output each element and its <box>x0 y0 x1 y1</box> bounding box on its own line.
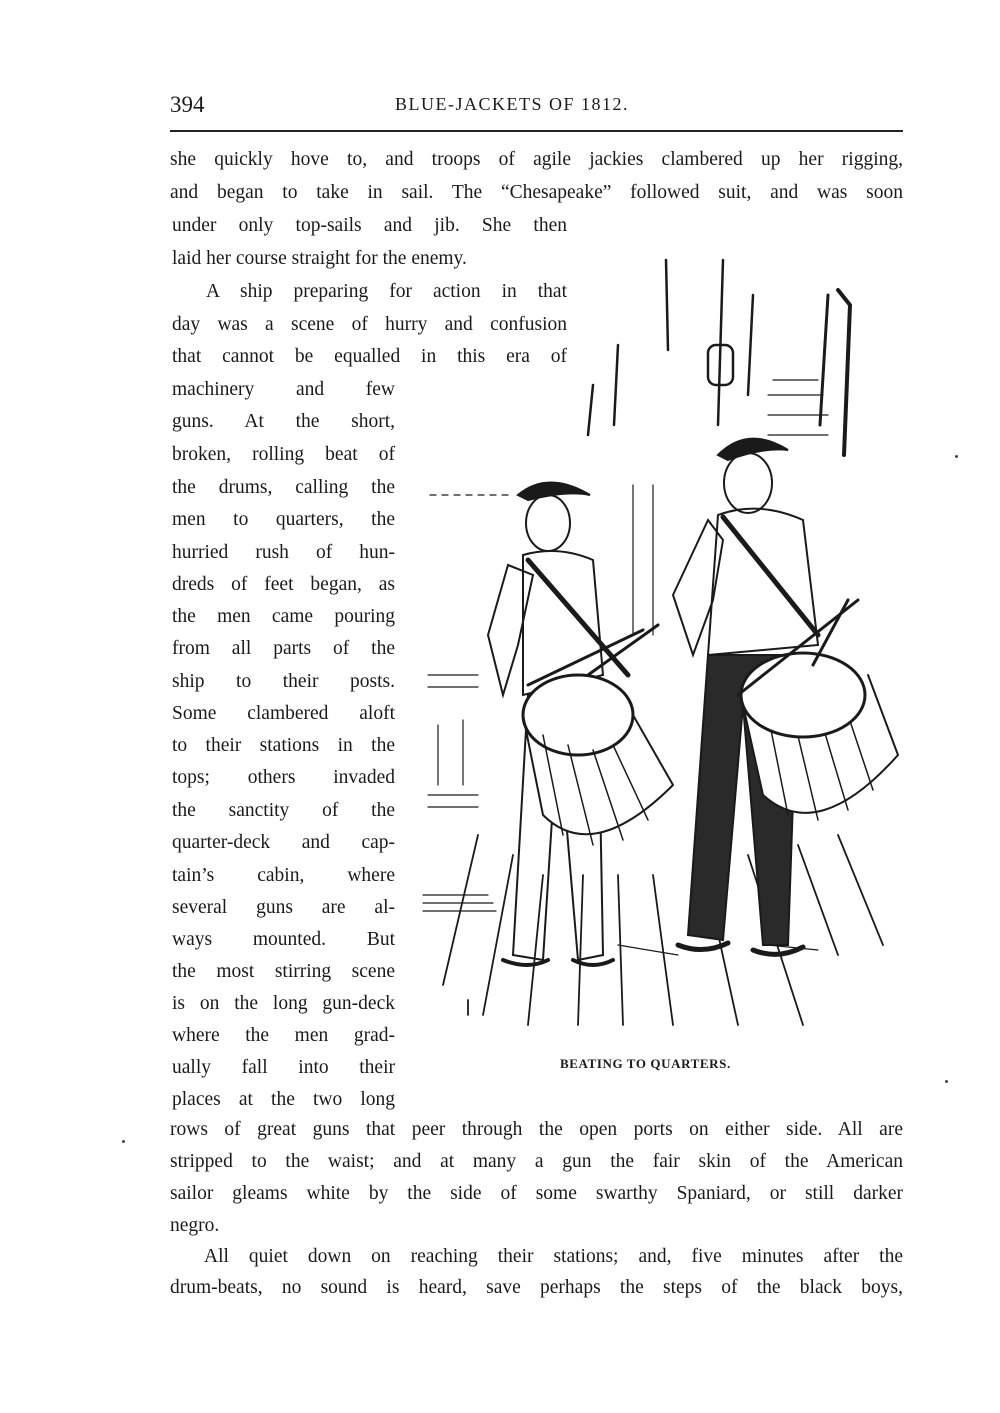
figure-caption: BEATING TO QUARTERS. <box>560 1056 731 1071</box>
body-line: stripped to the waist; and at many a gun the fair skin of the American <box>170 1151 903 1172</box>
header-rule <box>170 130 903 132</box>
body-line: where the men grad- <box>172 1025 395 1046</box>
drummer-boys-illustration <box>418 255 908 1055</box>
body-line: negro. <box>170 1215 220 1236</box>
scan-speck <box>955 455 958 458</box>
body-line: ually fall into their <box>172 1057 395 1078</box>
body-line: All quiet down on reaching their stations; and, five minutes after the <box>204 1246 903 1267</box>
body-line: men to quarters, the <box>172 509 395 530</box>
body-line: drum-beats, no sound is heard, save perhaps the steps of the black boys, <box>170 1277 903 1298</box>
scan-speck <box>945 1080 948 1083</box>
body-line: sailor gleams white by the side of some swarthy Spaniard, or still darker <box>170 1183 903 1204</box>
body-line: ship to their posts. <box>172 671 395 692</box>
body-line: under only top-sails and jib. She then <box>172 215 567 236</box>
body-line: to their stations in the <box>172 735 395 756</box>
body-line: she quickly hove to, and troops of agile jackies clambered up her rigging, <box>170 149 903 170</box>
body-line: Some clambered aloft <box>172 703 395 724</box>
body-line: the sanctity of the <box>172 800 395 821</box>
body-line: laid her course straight for the enemy. <box>172 248 467 269</box>
body-line: tain’s cabin, where <box>172 865 395 886</box>
body-line: that cannot be equalled in this era of <box>172 346 567 367</box>
page-number: 394 <box>170 92 205 117</box>
body-line: rows of great guns that peer through the open ports on either side. All are <box>170 1119 903 1140</box>
body-line: from all parts of the <box>172 638 395 659</box>
body-line: several guns are al- <box>172 897 395 918</box>
body-line: day was a scene of hurry and confusion <box>172 314 567 335</box>
body-line: places at the two long <box>172 1089 395 1110</box>
body-line: the most stirring scene <box>172 961 395 982</box>
body-line: broken, rolling beat of <box>172 444 395 465</box>
body-line: the drums, calling the <box>172 477 395 498</box>
body-line: guns. At the short, <box>172 411 395 432</box>
scan-speck <box>122 1140 125 1143</box>
drum-right <box>738 600 898 820</box>
rigging-lines <box>588 260 850 455</box>
body-line: tops; others invaded <box>172 767 395 788</box>
body-line: ways mounted. But <box>172 929 395 950</box>
body-line: quarter-deck and cap- <box>172 832 395 853</box>
running-head: BLUE-JACKETS OF 1812. <box>395 94 630 114</box>
body-line: dreds of feet began, as <box>172 574 395 595</box>
body-line: and began to take in sail. The “Chesapeake” followed suit, and was soon <box>170 182 903 203</box>
body-line: hurried rush of hun- <box>172 542 395 563</box>
body-line: A ship preparing for action in that <box>206 281 567 302</box>
deck-floor <box>443 835 883 1025</box>
drum-left <box>523 625 673 845</box>
body-line: machinery and few <box>172 379 395 400</box>
body-line: the men came pouring <box>172 606 395 627</box>
body-line: is on the long gun-deck <box>172 993 395 1014</box>
